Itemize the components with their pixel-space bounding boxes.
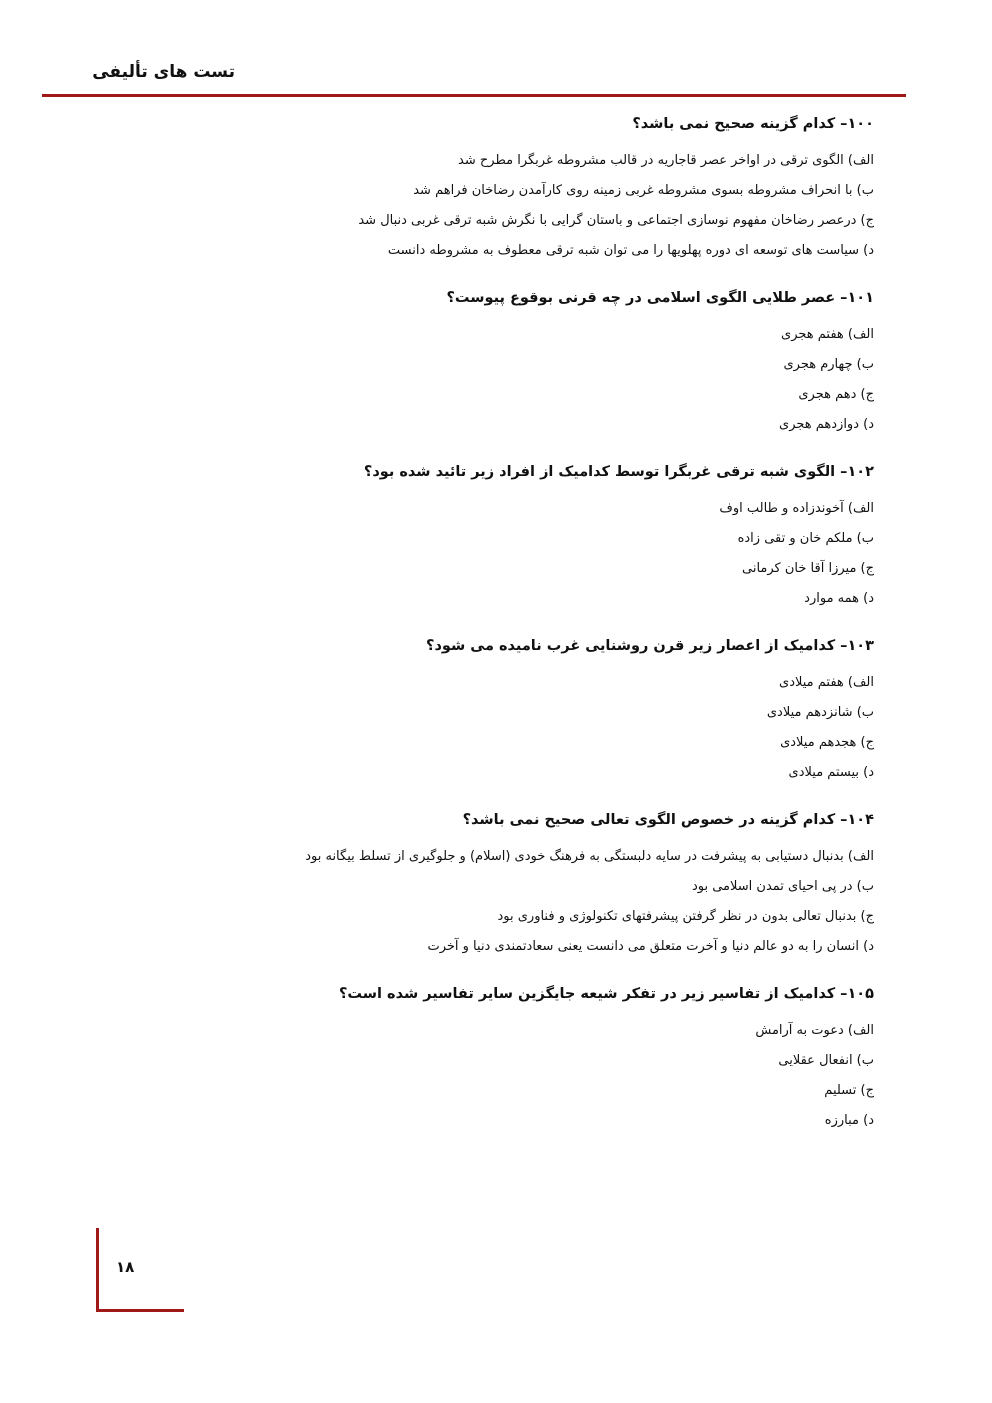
question-title: ۱۰۰– کدام گزینه صحیح نمی باشد؟ xyxy=(632,116,874,132)
option-dal: د) همه موارد xyxy=(804,591,874,606)
question-104 xyxy=(120,808,874,962)
footer-corner-horizontal-line xyxy=(96,1309,184,1312)
option-be: ب) در پی احیای تمدن اسلامی بود xyxy=(691,879,874,894)
question-title: ۱۰۵– کدامیک از تفاسیر زیر در تفکر شیعه جایگزین سایر تفاسیر شده است؟ xyxy=(338,986,874,1002)
option-alef: الف) بدنبال دستیابی به پیشرفت در سایه دلبستگی به فرهنگ خودی (اسلام) و جلوگیری از تسلط بیگانه بود xyxy=(305,849,874,864)
option-be: ب) چهارم هجری xyxy=(783,357,874,372)
question-title: ۱۰۴– کدام گزینه در خصوص الگوی تعالی صحیح نمی باشد؟ xyxy=(462,812,874,828)
option-alef: الف) هفتم میلادی xyxy=(779,675,874,690)
option-alef: الف) دعوت به آرامش xyxy=(755,1023,874,1038)
option-dal: د) مبارزه xyxy=(824,1113,874,1128)
option-dal: د) سیاست های توسعه ای دوره پهلویها را می توان شبه ترقی معطوف به مشروطه دانست xyxy=(387,243,874,258)
footer-corner-vertical-line xyxy=(96,1228,99,1312)
option-jim: ج) هجدهم میلادی xyxy=(780,735,874,750)
option-alef: الف) هفتم هجری xyxy=(781,327,874,342)
question-102 xyxy=(120,460,874,614)
option-dal: د) دوازدهم هجری xyxy=(779,417,874,432)
question-title: ۱۰۲– الگوی شبه ترقی غربگرا توسط کدامیک از افراد زیر تائید شده بود؟ xyxy=(363,464,874,480)
option-alef: الف) الگوی ترقی در اواخر عصر قاجاریه در قالب مشروطه غربگرا مطرح شد xyxy=(458,153,874,168)
question-title: ۱۰۱– عصر طلایی الگوی اسلامی در چه قرنی بوقوع پیوست؟ xyxy=(446,290,874,306)
option-jim: ج) میرزا آقا خان کرمانی xyxy=(741,561,874,576)
page-header-title: تست های تألیفی xyxy=(92,62,235,82)
option-dal: د) بیستم میلادی xyxy=(788,765,874,780)
option-be: ب) شانزدهم میلادی xyxy=(766,705,874,720)
questions-list xyxy=(120,112,874,1136)
question-103 xyxy=(120,634,874,788)
question-101 xyxy=(120,286,874,440)
page-number: ۱۸ xyxy=(116,1258,135,1276)
option-jim: ج) دهم هجری xyxy=(798,387,874,402)
question-105 xyxy=(120,982,874,1136)
option-be: ب) ملکم خان و تقی زاده xyxy=(737,531,874,546)
option-be: ب) انفعال عقلایی xyxy=(778,1053,874,1068)
option-jim: ج) تسلیم xyxy=(824,1083,874,1098)
option-dal: د) انسان را به دو عالم دنیا و آخرت متعلق می دانست یعنی سعادتمندی دنیا و آخرت xyxy=(427,939,874,954)
header-divider xyxy=(42,94,906,97)
option-jim: ج) بدنبال تعالی بدون در نظر گرفتن پیشرفتهای تکنولوژی و فناوری بود xyxy=(497,909,874,924)
option-alef: الف) آخوندزاده و طالب اوف xyxy=(719,501,874,516)
option-be: ب) با انحراف مشروطه بسوی مشروطه غربی زمینه روی کارآمدن رضاخان فراهم شد xyxy=(413,183,874,198)
question-100 xyxy=(120,112,874,266)
question-title: ۱۰۳– کدامیک از اعصار زیر قرن روشنایی غرب نامیده می شود؟ xyxy=(426,638,874,654)
option-jim: ج) درعصر رضاخان مفهوم نوسازی اجتماعی و باستان گرایی با نگرش شبه ترقی غربی دنبال شد xyxy=(358,213,874,228)
